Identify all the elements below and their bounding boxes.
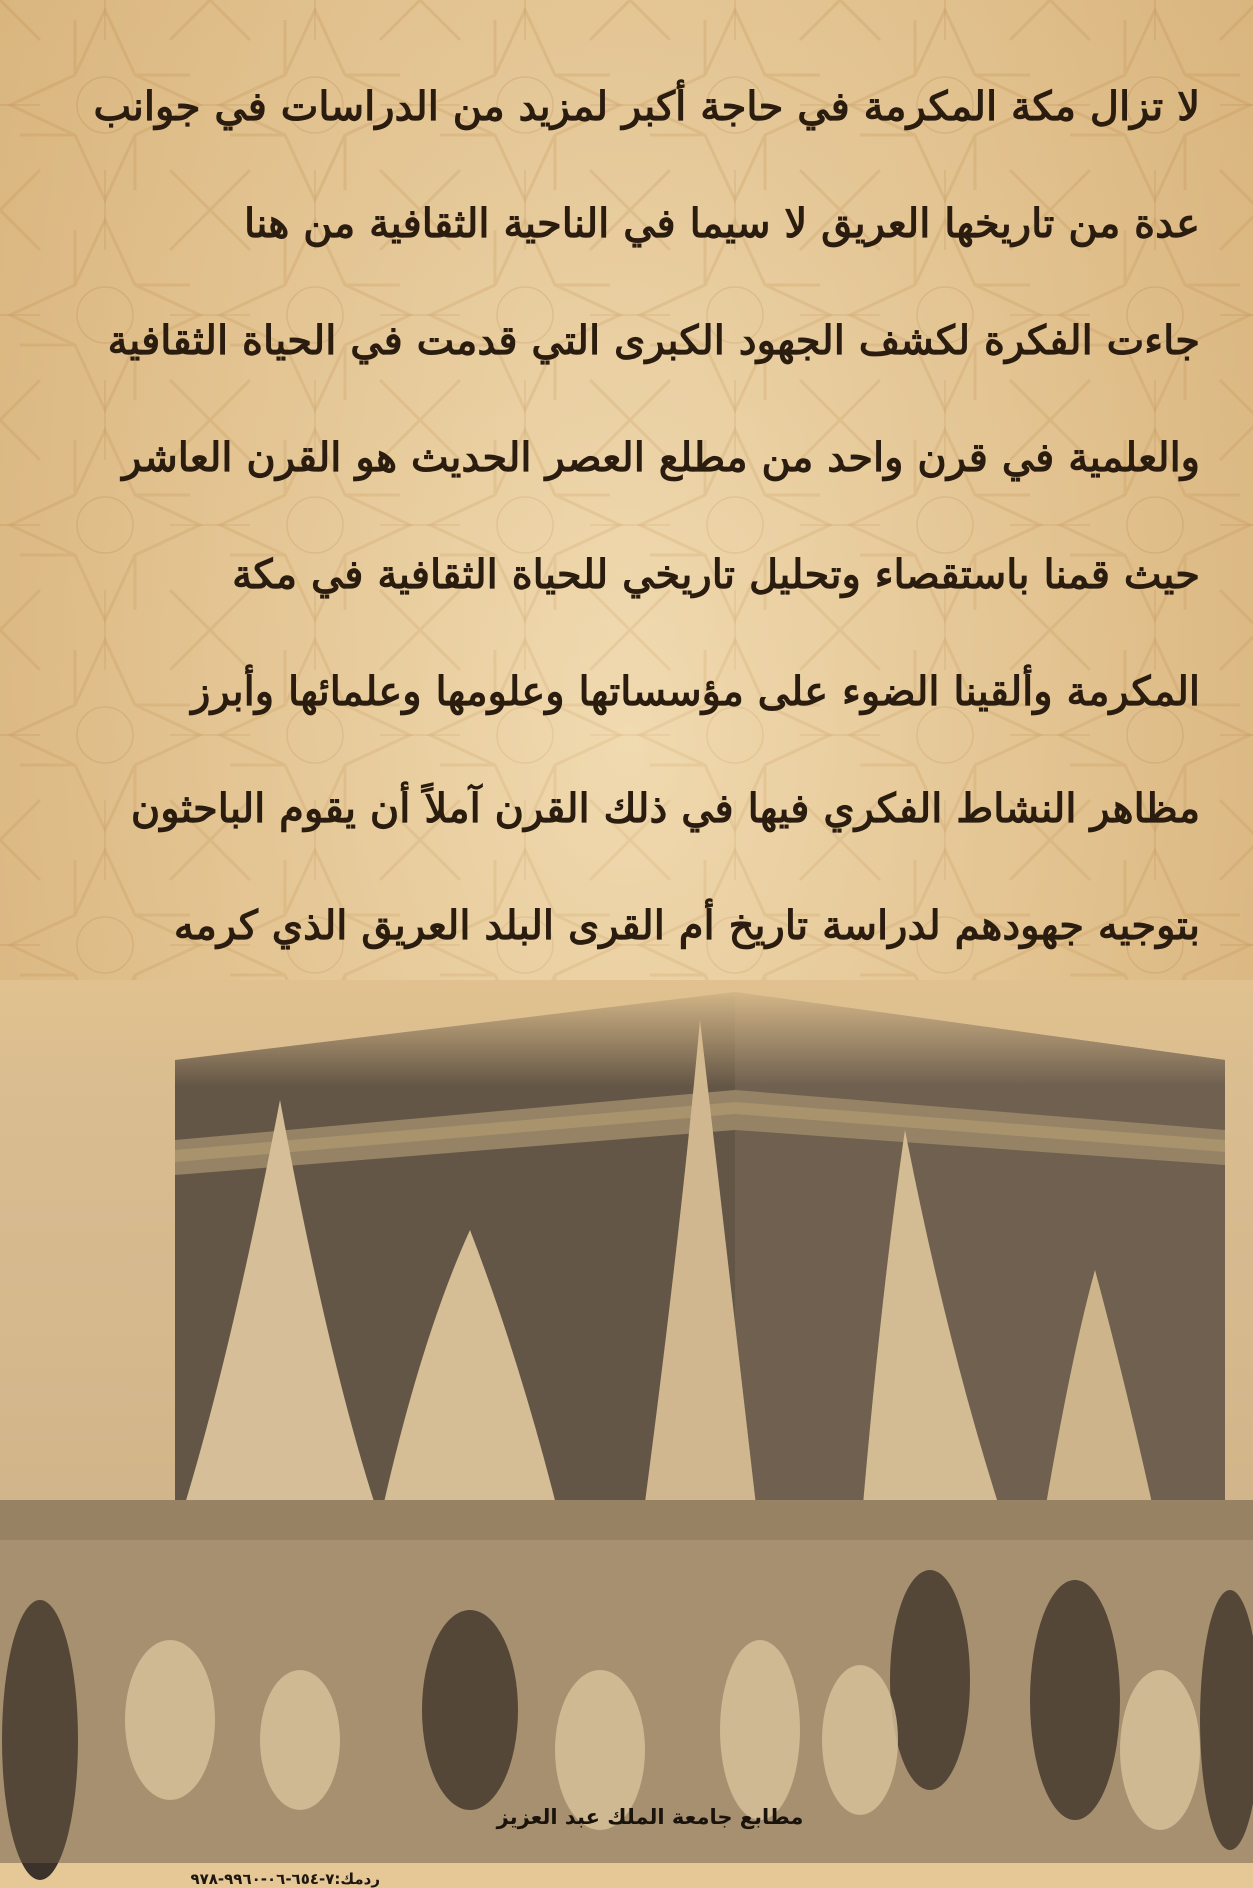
text-line: مظاهر النشاط الفكري فيها في ذلك القرن آملاً أن يقوم الباحثون [130,785,1200,832]
printer-credit: مطابع جامعة الملك عبد العزيز [496,1805,804,1829]
kaaba-photo [0,980,1253,1863]
text-line: عدة من تاريخها العريق لا سيما في الناحية الثقافية من هنا [244,200,1200,247]
text-line: والعلمية في قرن واحد من مطلع العصر الحديث هو القرن العاشر [122,434,1200,481]
text-line: المكرمة وألقينا الضوء على مؤسساتها وعلومها وعلمائها وأبرز [191,668,1200,715]
text-line: لا تزال مكة المكرمة في حاجة أكبر لمزيد من الدراسات في جوانب [93,83,1200,130]
text-line: بتوجيه جهودهم لدراسة تاريخ أم القرى البلد العريق الذي كرمه [173,902,1200,949]
isbn-line: ردمك:٧-٦٥٤-٠٦-٩٩٦٠-٩٧٨ [190,1870,380,1888]
back-cover-text [93,72,1200,1125]
text-line: جاءت الفكرة لكشف الجهود الكبرى التي قدمت في الحياة الثقافية [107,317,1200,364]
text-line: حيث قمنا باستقصاء وتحليل تاريخي للحياة الثقافية في مكة [232,551,1200,598]
